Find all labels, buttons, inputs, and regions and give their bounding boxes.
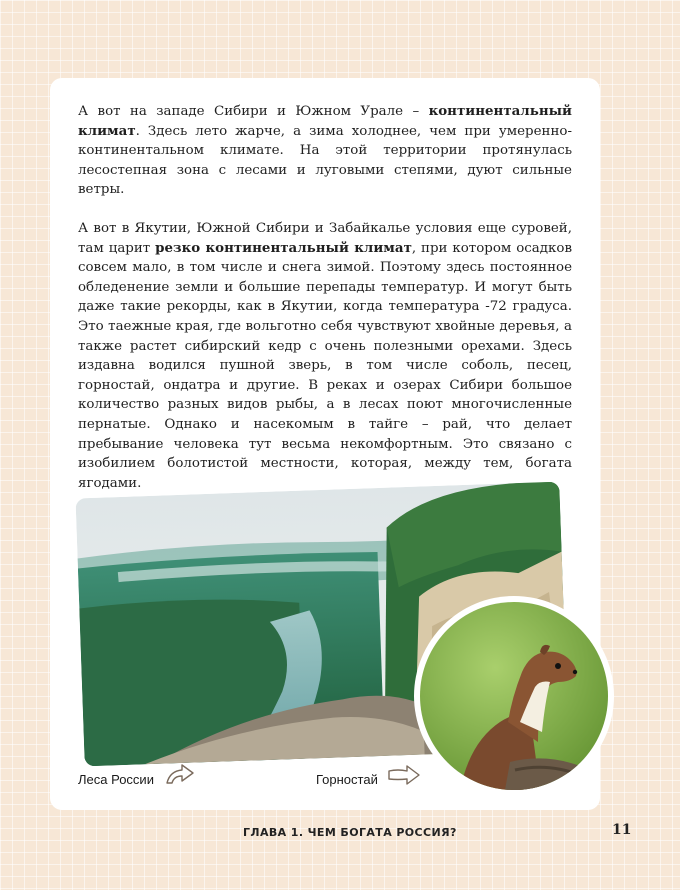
term-sharp-continental-climate: резко континентальный климат <box>155 239 412 256</box>
paragraph-sharp-continental-climate: А вот в Якутии, Южной Сибири и Забайкалье условия еще суровей, там царит резко континентальный климат, при котором осадков совсем мало, в том числе и снега зимой. Поэтому здесь постоянное обледенение земли и большие перепады температур. И могут быть даже такие рекорды, как в Якутии, когда температура -72 градуса. Это таежные края, где вольготно себя чувствуют хвойные деревья, а также растет сибирский кедр с очень полезными орехами. Здесь издавна водился пушной зверь, в том числе соболь, песец, горностай, ондатра и другие. В реках и озерах Сибири большое количество разных видов рыбы, а в лесах поют многочисленные пернатые. Однако и насекомым в тайге – рай, что делает пребывание человека тут весьма некомфортным. Это связано с изобилием болотистой местности, которая, между тем, богата ягодами. <box>78 221 572 491</box>
page-number: 11 <box>612 822 632 838</box>
chapter-footer: ГЛАВА 1. ЧЕМ БОГАТА РОССИЯ? <box>243 826 457 839</box>
ermine-photo <box>420 602 608 790</box>
paragraph-continental-climate: А вот на западе Сибири и Южном Урале – континентальный климат. Здесь лето жарче, а зима холоднее, чем при умеренно-континентальном климате. На этой территории протянулась лесостепная зона с лесами и луговыми степями, дуют сильные ветры. <box>78 103 572 198</box>
caption-ermine: Горностай <box>316 772 378 787</box>
right-arrow-icon <box>386 764 422 786</box>
term-continental-climate: континентальный климат <box>78 103 572 139</box>
ermine-photo-frame <box>414 596 614 796</box>
caption-forest: Леса России <box>78 772 154 787</box>
curved-arrow-icon <box>164 760 196 786</box>
